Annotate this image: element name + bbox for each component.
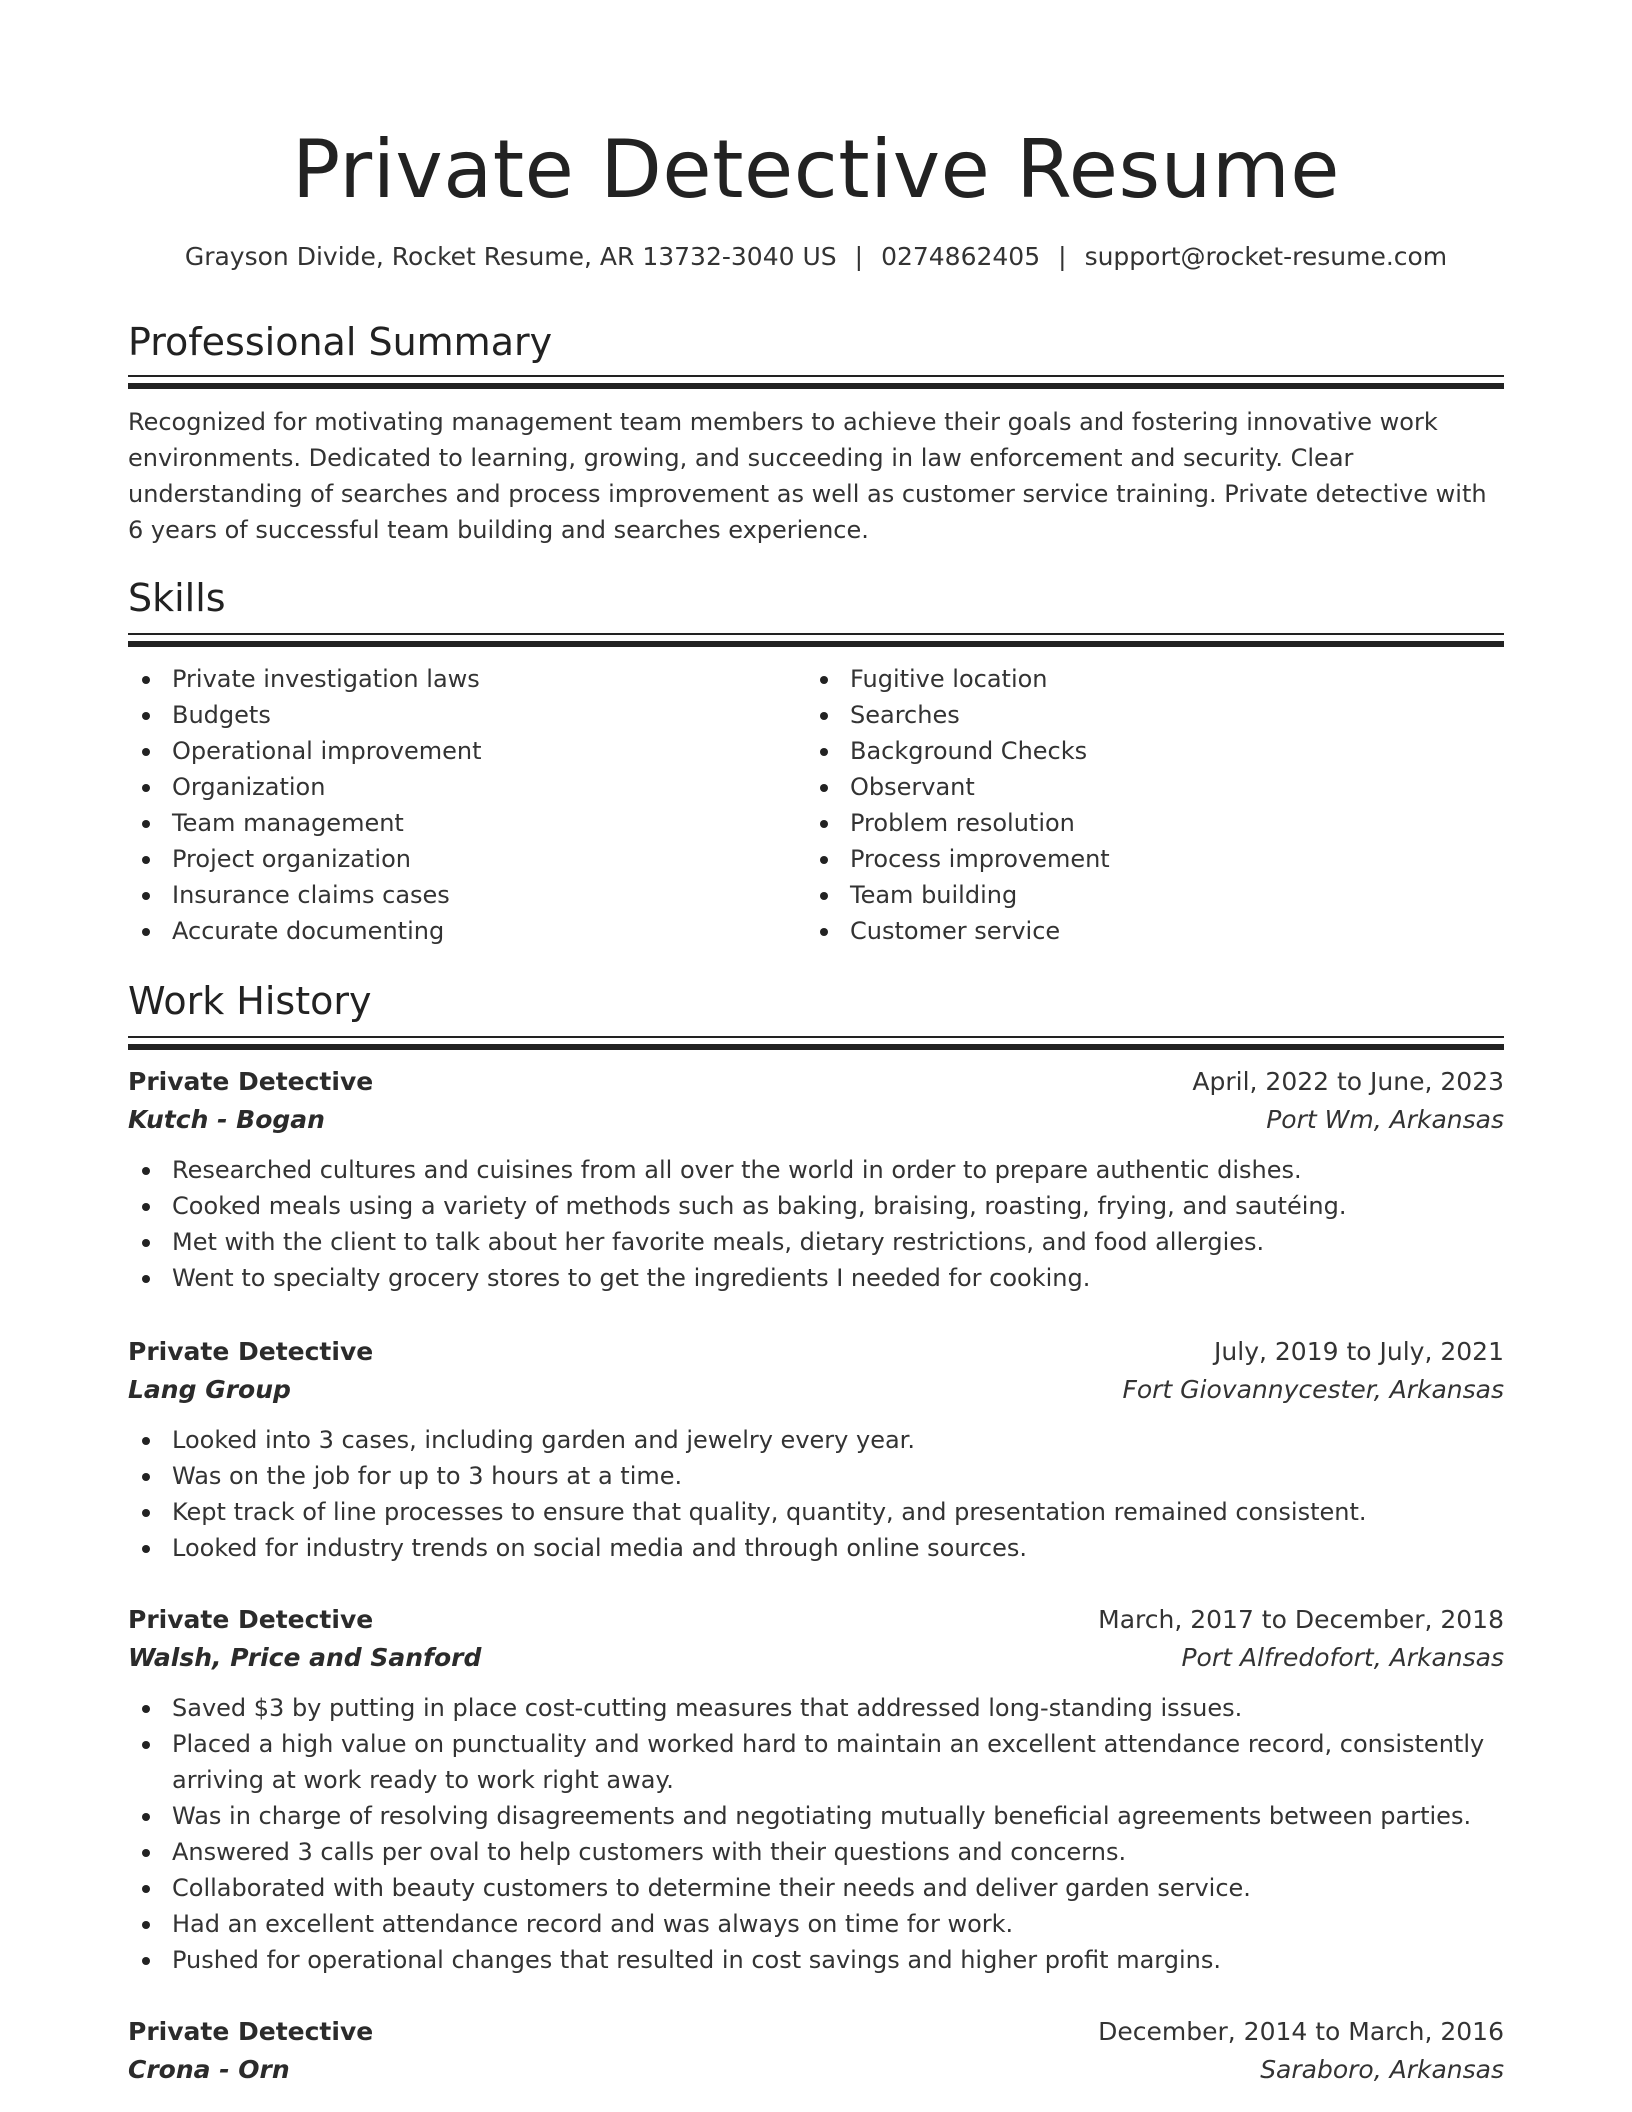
- skill-item: Project organization: [128, 841, 808, 877]
- job-subheader: [128, 1640, 1504, 1676]
- skills-list-left: [128, 661, 808, 949]
- job-header: [128, 1602, 1504, 1638]
- job-company: Lang Group: [128, 1375, 291, 1404]
- job-title: Private Detective: [128, 1605, 374, 1634]
- contact-phone: 0274862405: [881, 242, 1041, 271]
- job-location: Port Wm, Arkansas: [1266, 1105, 1504, 1134]
- section-divider: [128, 1036, 1504, 1050]
- job-title: Private Detective: [128, 1337, 374, 1366]
- job-location: Fort Giovannycester, Arkansas: [1122, 1375, 1504, 1404]
- skill-item: Operational improvement: [128, 733, 808, 769]
- job-header: [128, 2014, 1504, 2050]
- job-title: Private Detective: [128, 2017, 374, 2046]
- skill-item: Observant: [806, 769, 1486, 805]
- work-heading: Work History: [128, 979, 372, 1023]
- job-company: Crona - Orn: [128, 2055, 290, 2084]
- job-bullet: Placed a high value on punctuality and worked hard to maintain an excellent attendance record, consistently arriving at work ready to work right away.: [128, 1726, 1504, 1798]
- job-bullets: [128, 1690, 1504, 1978]
- job-bullets: [128, 1422, 1504, 1566]
- skill-item: Private investigation laws: [128, 661, 808, 697]
- contact-separator: |: [854, 242, 864, 271]
- job-subheader: [128, 1372, 1504, 1408]
- job-dates: April, 2022 to June, 2023: [1192, 1067, 1504, 1096]
- job-company: Kutch - Bogan: [128, 1105, 325, 1134]
- skills-heading: Skills: [128, 576, 226, 620]
- summary-heading: Professional Summary: [128, 320, 553, 364]
- skill-item: Searches: [806, 697, 1486, 733]
- job-dates: December, 2014 to March, 2016: [1098, 2017, 1504, 2046]
- section-divider: [128, 633, 1504, 647]
- job-bullet: Researched cultures and cuisines from all over the world in order to prepare authentic dishes.: [128, 1152, 1504, 1188]
- job-bullet: Was on the job for up to 3 hours at a time.: [128, 1458, 1504, 1494]
- job-location: Port Alfredofort, Arkansas: [1181, 1643, 1504, 1672]
- job-bullet: Looked into 3 cases, including garden and jewelry every year.: [128, 1422, 1504, 1458]
- job-bullet: Looked for industry trends on social media and through online sources.: [128, 1530, 1504, 1566]
- skill-item: Organization: [128, 769, 808, 805]
- page-title: Private Detective Resume: [291, 123, 1341, 216]
- job-location: Saraboro, Arkansas: [1260, 2055, 1504, 2084]
- contact-email[interactable]: support@rocket-resume.com: [1084, 242, 1448, 271]
- job-dates: July, 2019 to July, 2021: [1214, 1337, 1504, 1366]
- skill-item: Customer service: [806, 913, 1486, 949]
- job-bullets: [128, 1152, 1504, 1296]
- job-bullet: Went to specialty grocery stores to get the ingredients I needed for cooking.: [128, 1260, 1504, 1296]
- skill-item: Background Checks: [806, 733, 1486, 769]
- job-bullet: Pushed for operational changes that resulted in cost savings and higher profit margins.: [128, 1942, 1504, 1978]
- contact-line: [128, 240, 1504, 274]
- job-bullet: Kept track of line processes to ensure that quality, quantity, and presentation remained consistent.: [128, 1494, 1504, 1530]
- skill-item: Team management: [128, 805, 808, 841]
- job-title: Private Detective: [128, 1067, 374, 1096]
- job-bullet: Collaborated with beauty customers to determine their needs and deliver garden service.: [128, 1870, 1504, 1906]
- skill-item: Fugitive location: [806, 661, 1486, 697]
- job-bullet: Had an excellent attendance record and was always on time for work.: [128, 1906, 1504, 1942]
- summary-text: Recognized for motivating management team members to achieve their goals and fostering innovative work environments. Dedicated to learning, growing, and succeeding in law enforcement and security. Clear understanding of searches and process improvement as well as customer service training. Private detective with 6 years of successful team building and searches experience.: [128, 408, 1487, 544]
- skill-item: Insurance claims cases: [128, 877, 808, 913]
- skill-item: Team building: [806, 877, 1486, 913]
- skill-item: Accurate documenting: [128, 913, 808, 949]
- job-bullet: Saved $3 by putting in place cost-cutting measures that addressed long-standing issues.: [128, 1690, 1504, 1726]
- job-bullet: Cooked meals using a variety of methods such as baking, braising, roasting, frying, and sautéing.: [128, 1188, 1504, 1224]
- job-bullet: Was in charge of resolving disagreements and negotiating mutually beneficial agreements between parties.: [128, 1798, 1504, 1834]
- job-header: [128, 1334, 1504, 1370]
- section-divider: [128, 375, 1504, 389]
- job-dates: March, 2017 to December, 2018: [1098, 1605, 1504, 1634]
- job-bullet: Answered 3 calls per oval to help customers with their questions and concerns.: [128, 1834, 1504, 1870]
- skill-item: Process improvement: [806, 841, 1486, 877]
- skills-list-right: [806, 661, 1486, 949]
- job-bullet: Met with the client to talk about her favorite meals, dietary restrictions, and food allergies.: [128, 1224, 1504, 1260]
- contact-separator: |: [1058, 242, 1067, 271]
- job-header: [128, 1064, 1504, 1100]
- skill-item: Budgets: [128, 697, 808, 733]
- skill-item: Problem resolution: [806, 805, 1486, 841]
- job-subheader: [128, 1102, 1504, 1138]
- job-subheader: [128, 2052, 1504, 2088]
- job-company: Walsh, Price and Sanford: [128, 1643, 482, 1672]
- contact-address: Grayson Divide, Rocket Resume, AR 13732-3040 US: [184, 242, 837, 271]
